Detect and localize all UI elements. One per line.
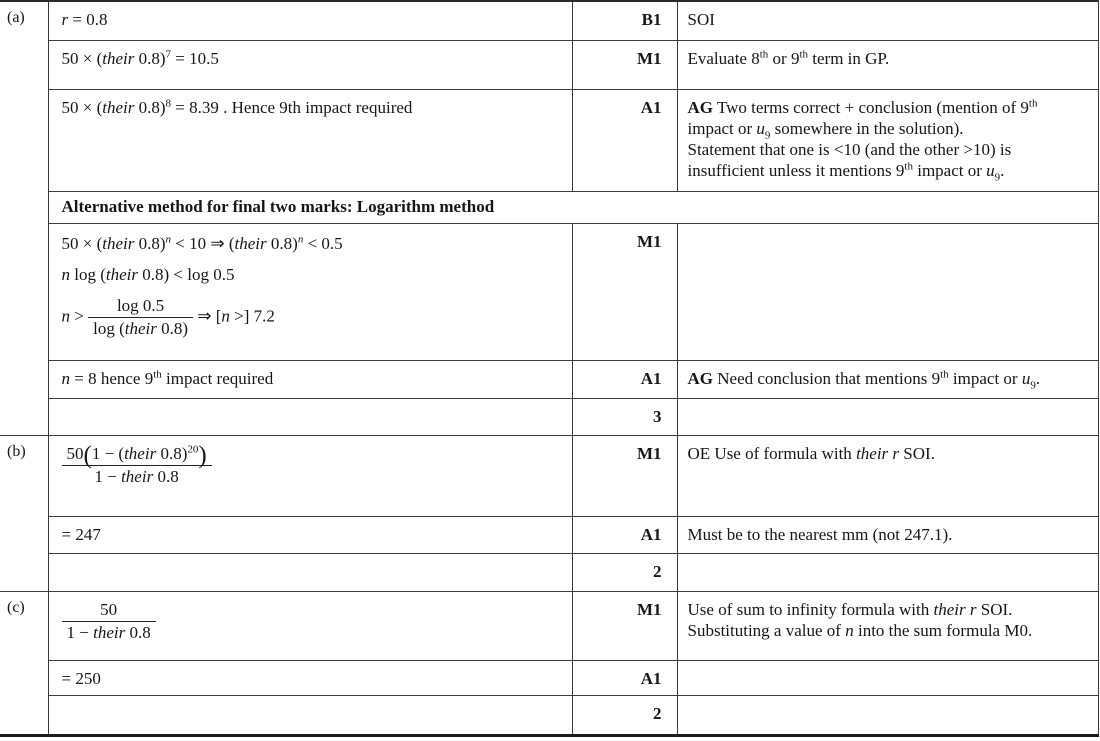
- total-marks-cell: 3: [572, 398, 677, 435]
- mark-cell: M1: [572, 40, 677, 89]
- mark-cell: M1: [572, 223, 677, 360]
- answer-cell: [48, 695, 572, 735]
- guidance-cell: [677, 695, 1098, 735]
- table-row: [0, 40, 1098, 89]
- math-line: 50 × (their 0.8)$^n$ < 10 ⇒ (their 0.8)$^n$ < 0.5: [61, 232, 343, 253]
- guidance-cell: AG Need conclusion that mentions 9th impact or $u_9$.: [677, 360, 1098, 398]
- answer-cell: = 250: [48, 660, 572, 695]
- guidance-cell: Must be to the nearest mm (not 247.1).: [677, 516, 1098, 553]
- guidance-cell: [677, 223, 1098, 360]
- total-marks-cell: 2: [572, 553, 677, 591]
- mark-cell: M1: [572, 435, 677, 516]
- mark-cell: A1: [572, 660, 677, 695]
- table-row: [0, 360, 1098, 398]
- table-row: [0, 223, 1098, 360]
- guidance-cell: [677, 660, 1098, 695]
- mark-cell: A1: [572, 360, 677, 398]
- answer-cell: [48, 553, 572, 591]
- table-row: [0, 591, 1098, 660]
- mark-cell: A1: [572, 516, 677, 553]
- table-row: [0, 435, 1098, 516]
- guidance-cell: OE Use of formula with their r SOI.: [677, 435, 1098, 516]
- guidance-cell: [677, 398, 1098, 435]
- part-label-b: (b): [0, 435, 48, 591]
- guidance-cell: Evaluate 8th or 9th term in GP.: [677, 40, 1098, 89]
- answer-cell: 50 × (their 0.8)$^8$ = 8.39 . Hence 9th impact required: [48, 89, 572, 191]
- table-row: [0, 695, 1098, 735]
- answer-cell: $\frac{50(1 - (their 0.8)^{20})}{\text{1 − their 0.8}}$: [48, 435, 572, 516]
- guidance-cell: Use of sum to infinity formula with their r SOI. Substituting a value of n into the sum formula M0.: [677, 591, 1098, 660]
- alt-method-header: Alternative method for final two marks: Logarithm method: [48, 191, 1098, 223]
- guidance-cell: AG Two terms correct + conclusion (mention of 9th impact or $u_9$ somewhere in the solution). Statement that one is <10 (and the other >10) is insufficient unless it mentions 9th impact or $u_9$.: [677, 89, 1098, 191]
- table-row: [0, 191, 1098, 223]
- answer-cell: r = 0.8: [48, 1, 572, 40]
- answer-cell: n = 8 hence 9th impact required: [48, 360, 572, 398]
- answer-cell: [48, 398, 572, 435]
- answer-cell: = 247: [48, 516, 572, 553]
- table-row: [0, 553, 1098, 591]
- answer-cell: [48, 223, 572, 360]
- mark-cell: B1: [572, 1, 677, 40]
- answer-cell: $\frac{50}{\text{1 − their 0.8}}$: [48, 591, 572, 660]
- mark-cell: A1: [572, 89, 677, 191]
- guidance-cell: [677, 553, 1098, 591]
- part-label-c: (c): [0, 591, 48, 735]
- table-row: [0, 398, 1098, 435]
- guidance-cell: SOI: [677, 1, 1098, 40]
- math-line: n > $\frac{\log 0.5}{\text{log (their 0.8)}}$ ⇒ [n >] 7.2: [61, 295, 275, 338]
- part-label-a: (a): [0, 1, 48, 435]
- math-line: n log (their 0.8) < log 0.5: [61, 264, 235, 284]
- table-row: [0, 516, 1098, 553]
- table-row: [0, 660, 1098, 695]
- table-row: [0, 89, 1098, 191]
- mark-cell: M1: [572, 591, 677, 660]
- answer-cell: 50 × (their 0.8)$^7$ = 10.5: [48, 40, 572, 89]
- table-row: [0, 1, 1098, 40]
- total-marks-cell: 2: [572, 695, 677, 735]
